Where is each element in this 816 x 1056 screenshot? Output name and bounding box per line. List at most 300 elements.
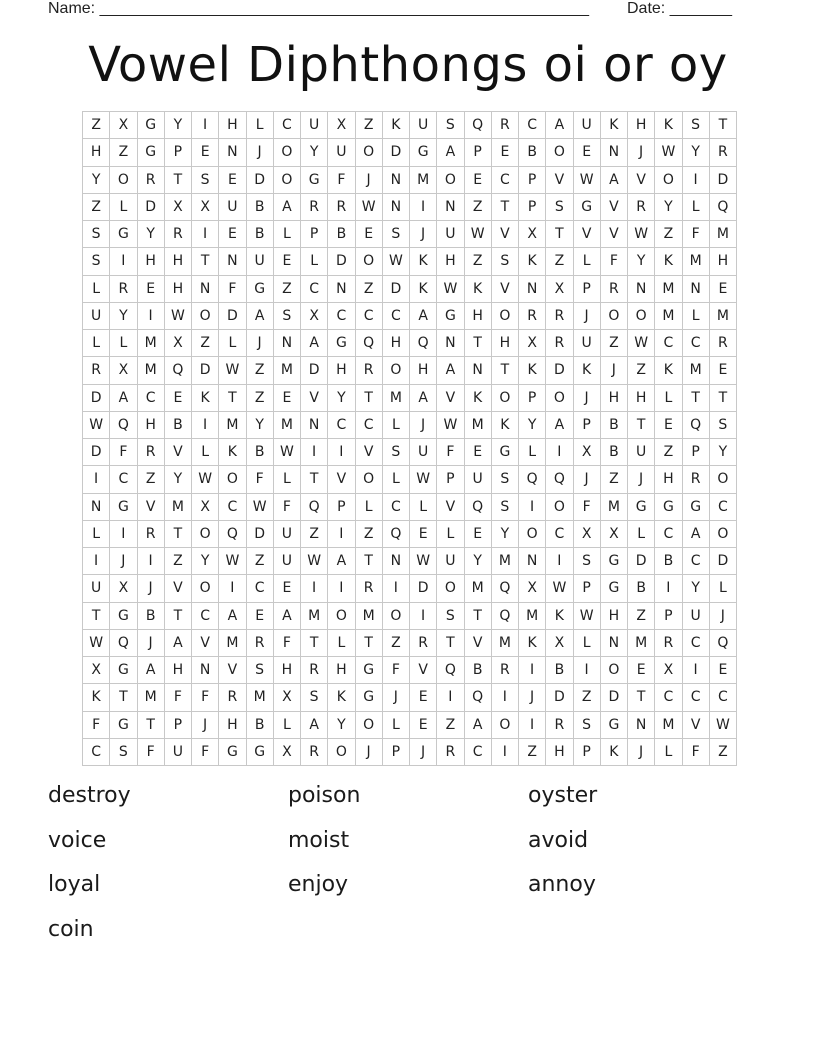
grid-cell[interactable]: X bbox=[110, 357, 137, 384]
grid-cell[interactable]: R bbox=[301, 194, 328, 221]
grid-cell[interactable]: P bbox=[437, 466, 464, 493]
grid-cell[interactable]: E bbox=[410, 684, 437, 711]
grid-cell[interactable]: Z bbox=[247, 548, 274, 575]
grid-cell[interactable]: P bbox=[165, 712, 192, 739]
grid-cell[interactable]: N bbox=[219, 248, 246, 275]
grid-cell[interactable]: T bbox=[710, 112, 737, 139]
grid-cell[interactable]: J bbox=[247, 139, 274, 166]
grid-cell[interactable]: R bbox=[492, 112, 519, 139]
grid-cell[interactable]: D bbox=[546, 684, 573, 711]
grid-cell[interactable]: V bbox=[683, 712, 710, 739]
grid-cell[interactable]: W bbox=[655, 139, 682, 166]
grid-cell[interactable]: G bbox=[410, 139, 437, 166]
grid-cell[interactable]: A bbox=[601, 167, 628, 194]
grid-cell[interactable]: C bbox=[110, 466, 137, 493]
grid-cell[interactable]: F bbox=[274, 494, 301, 521]
grid-cell[interactable]: R bbox=[110, 276, 137, 303]
grid-cell[interactable]: P bbox=[519, 194, 546, 221]
grid-cell[interactable]: B bbox=[601, 439, 628, 466]
grid-cell[interactable]: F bbox=[437, 439, 464, 466]
grid-cell[interactable]: M bbox=[301, 603, 328, 630]
grid-cell[interactable]: X bbox=[110, 112, 137, 139]
grid-cell[interactable]: G bbox=[492, 439, 519, 466]
grid-cell[interactable]: K bbox=[219, 439, 246, 466]
grid-cell[interactable]: A bbox=[301, 712, 328, 739]
grid-cell[interactable]: O bbox=[192, 575, 219, 602]
grid-cell[interactable]: H bbox=[492, 330, 519, 357]
grid-cell[interactable]: X bbox=[546, 276, 573, 303]
grid-cell[interactable]: A bbox=[274, 603, 301, 630]
grid-cell[interactable]: P bbox=[574, 739, 601, 766]
grid-cell[interactable]: C bbox=[383, 303, 410, 330]
grid-cell[interactable]: P bbox=[574, 575, 601, 602]
grid-cell[interactable]: C bbox=[710, 494, 737, 521]
grid-cell[interactable]: M bbox=[165, 494, 192, 521]
grid-cell[interactable]: V bbox=[437, 494, 464, 521]
grid-cell[interactable]: Z bbox=[655, 439, 682, 466]
grid-cell[interactable]: J bbox=[192, 712, 219, 739]
grid-cell[interactable]: I bbox=[683, 657, 710, 684]
grid-cell[interactable]: K bbox=[410, 276, 437, 303]
grid-cell[interactable]: I bbox=[301, 439, 328, 466]
grid-cell[interactable]: E bbox=[465, 167, 492, 194]
grid-cell[interactable]: Q bbox=[301, 494, 328, 521]
grid-cell[interactable]: P bbox=[301, 221, 328, 248]
grid-cell[interactable]: S bbox=[192, 167, 219, 194]
grid-cell[interactable]: D bbox=[192, 357, 219, 384]
grid-cell[interactable]: D bbox=[219, 303, 246, 330]
grid-cell[interactable]: O bbox=[356, 466, 383, 493]
grid-cell[interactable]: G bbox=[110, 657, 137, 684]
grid-cell[interactable]: A bbox=[546, 112, 573, 139]
grid-cell[interactable]: X bbox=[274, 684, 301, 711]
grid-cell[interactable]: H bbox=[410, 357, 437, 384]
grid-cell[interactable]: A bbox=[328, 548, 355, 575]
grid-cell[interactable]: X bbox=[192, 194, 219, 221]
grid-cell[interactable]: N bbox=[437, 194, 464, 221]
grid-cell[interactable]: S bbox=[574, 712, 601, 739]
grid-cell[interactable]: A bbox=[165, 630, 192, 657]
grid-cell[interactable]: J bbox=[410, 412, 437, 439]
grid-cell[interactable]: D bbox=[546, 357, 573, 384]
grid-cell[interactable]: P bbox=[165, 139, 192, 166]
grid-cell[interactable]: H bbox=[165, 657, 192, 684]
grid-cell[interactable]: T bbox=[301, 630, 328, 657]
grid-cell[interactable]: G bbox=[138, 139, 165, 166]
grid-cell[interactable]: R bbox=[410, 630, 437, 657]
grid-cell[interactable]: X bbox=[165, 194, 192, 221]
grid-cell[interactable]: M bbox=[465, 412, 492, 439]
grid-cell[interactable]: F bbox=[247, 466, 274, 493]
grid-cell[interactable]: A bbox=[410, 385, 437, 412]
grid-cell[interactable]: H bbox=[601, 603, 628, 630]
grid-cell[interactable]: C bbox=[710, 684, 737, 711]
grid-cell[interactable]: E bbox=[710, 357, 737, 384]
grid-cell[interactable]: C bbox=[328, 412, 355, 439]
grid-cell[interactable]: N bbox=[383, 548, 410, 575]
grid-cell[interactable]: Y bbox=[328, 385, 355, 412]
grid-cell[interactable]: Z bbox=[110, 139, 137, 166]
grid-cell[interactable]: E bbox=[192, 139, 219, 166]
grid-cell[interactable]: Z bbox=[383, 630, 410, 657]
grid-cell[interactable]: W bbox=[628, 330, 655, 357]
grid-cell[interactable]: S bbox=[83, 248, 110, 275]
grid-cell[interactable]: I bbox=[546, 439, 573, 466]
grid-cell[interactable]: Q bbox=[546, 466, 573, 493]
grid-cell[interactable]: R bbox=[83, 357, 110, 384]
grid-cell[interactable]: G bbox=[110, 221, 137, 248]
grid-cell[interactable]: E bbox=[628, 657, 655, 684]
grid-cell[interactable]: Y bbox=[165, 112, 192, 139]
grid-cell[interactable]: O bbox=[192, 303, 219, 330]
grid-cell[interactable]: F bbox=[138, 739, 165, 766]
grid-cell[interactable]: R bbox=[219, 684, 246, 711]
date-field[interactable]: Date: _______ bbox=[627, 0, 732, 17]
grid-cell[interactable]: D bbox=[710, 548, 737, 575]
grid-cell[interactable]: J bbox=[710, 603, 737, 630]
grid-cell[interactable]: D bbox=[328, 248, 355, 275]
grid-cell[interactable]: I bbox=[410, 603, 437, 630]
grid-cell[interactable]: H bbox=[138, 412, 165, 439]
grid-cell[interactable]: M bbox=[655, 303, 682, 330]
grid-cell[interactable]: B bbox=[519, 139, 546, 166]
grid-cell[interactable]: C bbox=[683, 330, 710, 357]
grid-cell[interactable]: L bbox=[410, 494, 437, 521]
grid-cell[interactable]: H bbox=[219, 112, 246, 139]
grid-cell[interactable]: X bbox=[546, 630, 573, 657]
grid-cell[interactable]: R bbox=[628, 194, 655, 221]
grid-cell[interactable]: B bbox=[165, 412, 192, 439]
grid-cell[interactable]: V bbox=[328, 466, 355, 493]
grid-cell[interactable]: Q bbox=[110, 412, 137, 439]
grid-cell[interactable]: N bbox=[519, 548, 546, 575]
grid-cell[interactable]: W bbox=[574, 167, 601, 194]
grid-cell[interactable]: R bbox=[492, 657, 519, 684]
grid-cell[interactable]: Z bbox=[301, 521, 328, 548]
grid-cell[interactable]: R bbox=[356, 575, 383, 602]
grid-cell[interactable]: Y bbox=[655, 194, 682, 221]
grid-cell[interactable]: I bbox=[328, 575, 355, 602]
grid-cell[interactable]: H bbox=[655, 466, 682, 493]
grid-cell[interactable]: P bbox=[519, 385, 546, 412]
grid-cell[interactable]: N bbox=[192, 657, 219, 684]
grid-cell[interactable]: Z bbox=[83, 112, 110, 139]
grid-cell[interactable]: C bbox=[192, 603, 219, 630]
grid-cell[interactable]: O bbox=[710, 466, 737, 493]
grid-cell[interactable]: S bbox=[437, 603, 464, 630]
grid-cell[interactable]: K bbox=[519, 630, 546, 657]
grid-cell[interactable]: O bbox=[710, 521, 737, 548]
grid-cell[interactable]: C bbox=[546, 521, 573, 548]
grid-cell[interactable]: V bbox=[410, 657, 437, 684]
grid-cell[interactable]: I bbox=[328, 521, 355, 548]
grid-cell[interactable]: I bbox=[83, 466, 110, 493]
grid-cell[interactable]: P bbox=[574, 276, 601, 303]
grid-cell[interactable]: M bbox=[492, 630, 519, 657]
grid-cell[interactable]: M bbox=[410, 167, 437, 194]
grid-cell[interactable]: O bbox=[546, 385, 573, 412]
grid-cell[interactable]: A bbox=[110, 385, 137, 412]
grid-cell[interactable]: I bbox=[519, 712, 546, 739]
grid-cell[interactable]: V bbox=[356, 439, 383, 466]
grid-cell[interactable]: H bbox=[710, 248, 737, 275]
grid-cell[interactable]: K bbox=[83, 684, 110, 711]
grid-cell[interactable]: H bbox=[274, 657, 301, 684]
grid-cell[interactable]: J bbox=[138, 630, 165, 657]
grid-cell[interactable]: C bbox=[655, 521, 682, 548]
grid-cell[interactable]: T bbox=[165, 167, 192, 194]
grid-cell[interactable]: F bbox=[383, 657, 410, 684]
grid-cell[interactable]: T bbox=[437, 630, 464, 657]
grid-cell[interactable]: F bbox=[83, 712, 110, 739]
grid-cell[interactable]: R bbox=[519, 303, 546, 330]
grid-cell[interactable]: N bbox=[628, 276, 655, 303]
grid-cell[interactable]: U bbox=[410, 439, 437, 466]
grid-cell[interactable]: B bbox=[601, 412, 628, 439]
grid-cell[interactable]: W bbox=[628, 221, 655, 248]
grid-cell[interactable]: C bbox=[655, 330, 682, 357]
grid-cell[interactable]: M bbox=[655, 276, 682, 303]
grid-cell[interactable]: S bbox=[492, 248, 519, 275]
grid-cell[interactable]: O bbox=[274, 139, 301, 166]
grid-cell[interactable]: E bbox=[465, 521, 492, 548]
grid-cell[interactable]: K bbox=[655, 112, 682, 139]
grid-cell[interactable]: U bbox=[219, 194, 246, 221]
grid-cell[interactable]: I bbox=[110, 248, 137, 275]
grid-cell[interactable]: F bbox=[110, 439, 137, 466]
grid-cell[interactable]: V bbox=[138, 494, 165, 521]
grid-cell[interactable]: T bbox=[110, 684, 137, 711]
grid-cell[interactable]: I bbox=[301, 575, 328, 602]
grid-cell[interactable]: P bbox=[574, 412, 601, 439]
grid-cell[interactable]: U bbox=[274, 548, 301, 575]
grid-cell[interactable]: R bbox=[683, 466, 710, 493]
grid-cell[interactable]: L bbox=[192, 439, 219, 466]
grid-cell[interactable]: T bbox=[356, 385, 383, 412]
grid-cell[interactable]: O bbox=[546, 139, 573, 166]
grid-cell[interactable]: E bbox=[138, 276, 165, 303]
grid-cell[interactable]: A bbox=[546, 412, 573, 439]
grid-cell[interactable]: E bbox=[492, 139, 519, 166]
grid-cell[interactable]: D bbox=[710, 167, 737, 194]
grid-cell[interactable]: A bbox=[301, 330, 328, 357]
grid-cell[interactable]: I bbox=[492, 739, 519, 766]
grid-cell[interactable]: K bbox=[410, 248, 437, 275]
grid-cell[interactable]: C bbox=[383, 494, 410, 521]
grid-cell[interactable]: G bbox=[301, 167, 328, 194]
grid-cell[interactable]: N bbox=[601, 139, 628, 166]
grid-cell[interactable]: E bbox=[710, 276, 737, 303]
grid-cell[interactable]: M bbox=[219, 412, 246, 439]
grid-cell[interactable]: G bbox=[219, 739, 246, 766]
grid-cell[interactable]: E bbox=[274, 385, 301, 412]
grid-cell[interactable]: E bbox=[274, 248, 301, 275]
grid-cell[interactable]: M bbox=[274, 357, 301, 384]
grid-cell[interactable]: H bbox=[328, 357, 355, 384]
grid-cell[interactable]: H bbox=[165, 248, 192, 275]
grid-cell[interactable]: I bbox=[683, 167, 710, 194]
grid-cell[interactable]: R bbox=[138, 439, 165, 466]
grid-cell[interactable]: O bbox=[628, 303, 655, 330]
grid-cell[interactable]: S bbox=[710, 412, 737, 439]
grid-cell[interactable]: W bbox=[546, 575, 573, 602]
grid-cell[interactable]: L bbox=[274, 221, 301, 248]
grid-cell[interactable]: V bbox=[492, 276, 519, 303]
grid-cell[interactable]: O bbox=[328, 739, 355, 766]
grid-cell[interactable]: U bbox=[410, 112, 437, 139]
grid-cell[interactable]: K bbox=[546, 603, 573, 630]
grid-cell[interactable]: M bbox=[356, 603, 383, 630]
grid-cell[interactable]: F bbox=[192, 684, 219, 711]
grid-cell[interactable]: Z bbox=[546, 248, 573, 275]
grid-cell[interactable]: E bbox=[574, 139, 601, 166]
grid-cell[interactable]: D bbox=[83, 439, 110, 466]
grid-cell[interactable]: P bbox=[519, 167, 546, 194]
grid-cell[interactable]: P bbox=[328, 494, 355, 521]
grid-cell[interactable]: D bbox=[138, 194, 165, 221]
grid-cell[interactable]: J bbox=[356, 167, 383, 194]
grid-cell[interactable]: M bbox=[274, 412, 301, 439]
grid-cell[interactable]: J bbox=[601, 357, 628, 384]
grid-cell[interactable]: C bbox=[655, 684, 682, 711]
grid-cell[interactable]: J bbox=[383, 684, 410, 711]
grid-cell[interactable]: U bbox=[574, 330, 601, 357]
grid-cell[interactable]: A bbox=[219, 603, 246, 630]
grid-cell[interactable]: C bbox=[356, 303, 383, 330]
grid-cell[interactable]: I bbox=[519, 494, 546, 521]
grid-cell[interactable]: Y bbox=[247, 412, 274, 439]
grid-cell[interactable]: J bbox=[628, 739, 655, 766]
grid-cell[interactable]: H bbox=[628, 385, 655, 412]
grid-cell[interactable]: L bbox=[356, 494, 383, 521]
grid-cell[interactable]: I bbox=[655, 575, 682, 602]
grid-cell[interactable]: T bbox=[628, 412, 655, 439]
grid-cell[interactable]: I bbox=[192, 412, 219, 439]
grid-cell[interactable]: N bbox=[301, 412, 328, 439]
grid-cell[interactable]: R bbox=[710, 330, 737, 357]
grid-cell[interactable]: I bbox=[83, 548, 110, 575]
grid-cell[interactable]: A bbox=[683, 521, 710, 548]
grid-cell[interactable]: W bbox=[83, 412, 110, 439]
grid-cell[interactable]: B bbox=[465, 657, 492, 684]
grid-cell[interactable]: T bbox=[356, 630, 383, 657]
grid-cell[interactable]: B bbox=[546, 657, 573, 684]
grid-cell[interactable]: C bbox=[356, 412, 383, 439]
grid-cell[interactable]: Y bbox=[328, 712, 355, 739]
grid-cell[interactable]: N bbox=[328, 276, 355, 303]
grid-cell[interactable]: R bbox=[301, 739, 328, 766]
grid-cell[interactable]: X bbox=[192, 494, 219, 521]
grid-cell[interactable]: R bbox=[165, 221, 192, 248]
grid-cell[interactable]: O bbox=[546, 494, 573, 521]
grid-cell[interactable]: T bbox=[83, 603, 110, 630]
grid-cell[interactable]: L bbox=[219, 330, 246, 357]
grid-cell[interactable]: B bbox=[247, 221, 274, 248]
grid-cell[interactable]: K bbox=[601, 112, 628, 139]
grid-cell[interactable]: T bbox=[465, 603, 492, 630]
grid-cell[interactable]: Z bbox=[274, 276, 301, 303]
grid-cell[interactable]: G bbox=[601, 575, 628, 602]
grid-cell[interactable]: W bbox=[165, 303, 192, 330]
grid-cell[interactable]: M bbox=[519, 603, 546, 630]
grid-cell[interactable]: U bbox=[628, 439, 655, 466]
grid-cell[interactable]: I bbox=[492, 684, 519, 711]
grid-cell[interactable]: T bbox=[710, 385, 737, 412]
grid-cell[interactable]: Z bbox=[138, 466, 165, 493]
grid-cell[interactable]: J bbox=[574, 466, 601, 493]
grid-cell[interactable]: A bbox=[138, 657, 165, 684]
grid-cell[interactable]: B bbox=[655, 548, 682, 575]
grid-cell[interactable]: T bbox=[356, 548, 383, 575]
grid-cell[interactable]: K bbox=[492, 412, 519, 439]
grid-cell[interactable]: D bbox=[601, 684, 628, 711]
grid-cell[interactable]: R bbox=[546, 330, 573, 357]
grid-cell[interactable]: Y bbox=[710, 439, 737, 466]
grid-cell[interactable]: J bbox=[519, 684, 546, 711]
grid-cell[interactable]: L bbox=[683, 194, 710, 221]
grid-cell[interactable]: D bbox=[83, 385, 110, 412]
grid-cell[interactable]: M bbox=[219, 630, 246, 657]
grid-cell[interactable]: V bbox=[601, 194, 628, 221]
grid-cell[interactable]: I bbox=[138, 303, 165, 330]
grid-cell[interactable]: Q bbox=[710, 194, 737, 221]
grid-cell[interactable]: Y bbox=[465, 548, 492, 575]
grid-cell[interactable]: B bbox=[628, 575, 655, 602]
grid-cell[interactable]: Z bbox=[574, 684, 601, 711]
grid-cell[interactable]: Q bbox=[356, 330, 383, 357]
grid-cell[interactable]: G bbox=[655, 494, 682, 521]
grid-cell[interactable]: W bbox=[437, 276, 464, 303]
grid-cell[interactable]: C bbox=[465, 739, 492, 766]
grid-cell[interactable]: J bbox=[356, 739, 383, 766]
grid-cell[interactable]: R bbox=[710, 139, 737, 166]
grid-cell[interactable]: Z bbox=[356, 521, 383, 548]
grid-cell[interactable]: U bbox=[328, 139, 355, 166]
grid-cell[interactable]: N bbox=[465, 357, 492, 384]
grid-cell[interactable]: U bbox=[247, 248, 274, 275]
grid-cell[interactable]: C bbox=[83, 739, 110, 766]
grid-cell[interactable]: L bbox=[519, 439, 546, 466]
grid-cell[interactable]: I bbox=[219, 575, 246, 602]
grid-cell[interactable]: S bbox=[247, 657, 274, 684]
grid-cell[interactable]: H bbox=[546, 739, 573, 766]
grid-cell[interactable]: F bbox=[165, 684, 192, 711]
grid-cell[interactable]: Q bbox=[465, 684, 492, 711]
grid-cell[interactable]: M bbox=[710, 303, 737, 330]
grid-cell[interactable]: K bbox=[519, 248, 546, 275]
grid-cell[interactable]: K bbox=[328, 684, 355, 711]
grid-cell[interactable]: Z bbox=[465, 248, 492, 275]
grid-cell[interactable]: P bbox=[383, 739, 410, 766]
grid-cell[interactable]: O bbox=[492, 385, 519, 412]
grid-cell[interactable]: R bbox=[138, 521, 165, 548]
grid-cell[interactable]: Z bbox=[247, 385, 274, 412]
grid-cell[interactable]: B bbox=[138, 603, 165, 630]
grid-cell[interactable]: H bbox=[628, 112, 655, 139]
grid-cell[interactable]: H bbox=[383, 330, 410, 357]
grid-cell[interactable]: G bbox=[138, 112, 165, 139]
grid-cell[interactable]: F bbox=[601, 248, 628, 275]
grid-cell[interactable]: U bbox=[437, 548, 464, 575]
grid-cell[interactable]: O bbox=[519, 521, 546, 548]
grid-cell[interactable]: T bbox=[301, 466, 328, 493]
grid-cell[interactable]: W bbox=[574, 603, 601, 630]
grid-cell[interactable]: B bbox=[328, 221, 355, 248]
grid-cell[interactable]: Z bbox=[465, 194, 492, 221]
grid-cell[interactable]: G bbox=[574, 194, 601, 221]
grid-cell[interactable]: J bbox=[410, 221, 437, 248]
grid-cell[interactable]: V bbox=[628, 167, 655, 194]
